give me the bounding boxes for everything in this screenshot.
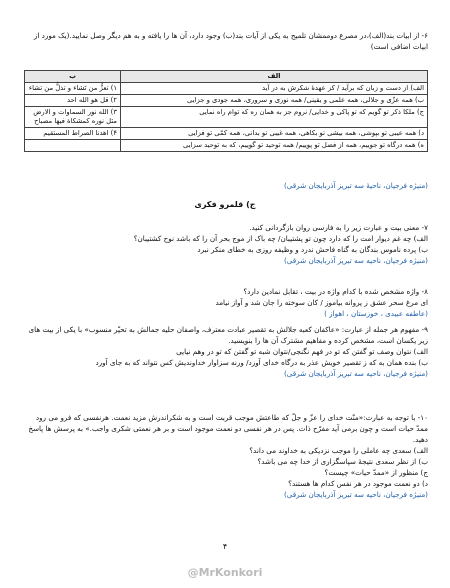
table-cell-alef: ج) ملکا ذکر تو گویم که تو پاکی و خدایی/ نروم جز به همان ره که توام راه نمایی	[121, 107, 428, 128]
table-cell-be: ۴) اهدنا الصراط المستقیم	[25, 128, 121, 140]
question-9-part-a: الف) نتوان وصف تو گفتن که تو در فهم نگنجی/نتوان شبه تو گفتن که تو در وهم نیایی	[176, 347, 428, 356]
footer-handle: @MrKonkori	[187, 566, 263, 579]
table-cell-alef: د) همه عیبی تو بپوشی، همه بیشی تو بکاهی، همه غیبی تو بدانی، همه کمّی تو فزایی	[121, 128, 428, 140]
question-10-part-a: الف) سعدی چه عاملی را موجب نزدیکی به خداوند می داند؟	[249, 446, 428, 455]
question-7-text: ۷- معنی بیت و عبارت زیر را به فارسی روان بازگردانی کنید.	[249, 223, 428, 232]
table-cell-be: ۱) تعزُّ من تَشاء و تذلُّ من تشاء	[25, 83, 121, 95]
table-row	[25, 128, 428, 140]
question-10-part-b: ب) از نظر سعدی نتیجهٔ سپاسگزاری از خدا چه می باشد؟	[257, 457, 428, 466]
section-title: ج) قلمرو فکری	[194, 200, 256, 209]
question-10-author: (منیژه فرجیان، ناحیه سه تبریز آذربایجان شرقی)	[283, 490, 428, 499]
table-cell-be	[25, 140, 121, 152]
page-number: ۴	[222, 542, 228, 551]
matching-table	[24, 70, 428, 152]
question-9-author: (منیژه فرجیان، ناحیه سه تبریز آذربایجان شرقی)	[283, 369, 428, 378]
question-10-part-d: د) دو نعمت موجود در هر نفس کدام ها هستند؟	[288, 479, 428, 488]
table-cell-alef: ه) همه درگاه تو جوییم، همه از فضل تو پوییم/ همه توحید تو گوییم، که به توحید سزایی	[121, 140, 428, 152]
question-8-author: (عاطفه عبیدی ، خوزستان ، اهواز )	[324, 309, 428, 318]
table-cell-alef: ب) همه عزّی و جلالی، همه علمی و یقینی/ همه نوری و سروری، همه جودی و جزایی	[121, 95, 428, 107]
question-7-author: (منیژه فرجیان، ناحیه سه تبریز آذربایجان شرقی)	[283, 256, 428, 265]
table-row	[25, 140, 428, 152]
question-10	[22, 412, 428, 500]
table-cell-be: ۲) قل هو الله احد	[25, 95, 121, 107]
question-6-text: ۶- از ابیات بند(الف)،در مصرع دوممشان تلمیح به یکی از آیات بند(ب) وجود دارد، آن ها را یافته و به هم دیگر وصل نمایید.(یک مورد از ابیات اضافی است)	[33, 31, 428, 51]
column-header-be: ب	[25, 71, 121, 83]
question-10-text: ۱۰- با توجه به عبارت:«منّت خدای را عزّ و جلّ که طاعتش موجب قربت است و به شکراندرش مزید نعمت. هرنفسی که فرو می رود ممدّ حیات است و چون برمی آید مفرّح ذات. پس در هر نفسی دو نعمت موجود است و بر هر نعمتی شکری واجب.» به پرسش ها پاسخ دهید.	[28, 413, 428, 444]
table-cell-alef: الف) از دست و زبان که برآید / کز عهدهٔ شکرش به در آید	[121, 83, 428, 95]
question-7	[22, 222, 428, 266]
table-header-row	[25, 71, 428, 83]
table-cell-be: ۳) الله نور السماوات و الارض مثل نوره کمشکاة فیها مصباح	[25, 107, 121, 128]
question-8-text: ۸- واژه مشخص شده با کدام واژه در بیت ، تقابل نمادین دارد؟	[243, 287, 428, 296]
question-8	[22, 286, 428, 319]
table-row	[25, 95, 428, 107]
question-9-text: ۹- مفهوم هر جمله از عبارت: «عاکفان کعبه جلالش به تقصیر عبادت معترف، واصفان حلیه جمالش به تحیّر منسوب» با یکی از بیت های زیر یکسان است، مشخص کرده و مفاهیم مشترک آن ها را بنویسید.	[28, 325, 428, 345]
question-7-part-b: ب) پرده ناموس بندگان به گناه فاحش ندرد و وظیفه روزی به خطای منکر نبرد	[197, 245, 428, 254]
question-7-part-a: الف) چه غم دیوار امت را که دارد چون تو پشتیبان/ چه باک از موج بحر آن را که باشد نوح کشتیبان؟	[133, 234, 428, 243]
question-9-part-b: ب) بنده همان به که ز تقصیر خویش عذر به درگاه خدای آورد/ ورنه سزاوار خداوندیش کس نتواند که به جای آورد	[95, 358, 428, 367]
table-row	[25, 107, 428, 128]
question-9	[22, 324, 428, 379]
column-header-alef: الف	[121, 71, 428, 83]
question-10-part-c: ج) منظور از «ممدّ حیات» چیست؟	[324, 468, 428, 477]
question-6-author: (منیژه فرجیان، ناحیهٔ سه تبریز آذربایجان شرقی)	[283, 181, 428, 190]
question-8-verse: ای مرغ سحر عشق ز پروانه بیاموز / کان سوخته را جان شد و آواز نیامد	[215, 298, 428, 307]
table-row	[25, 83, 428, 95]
